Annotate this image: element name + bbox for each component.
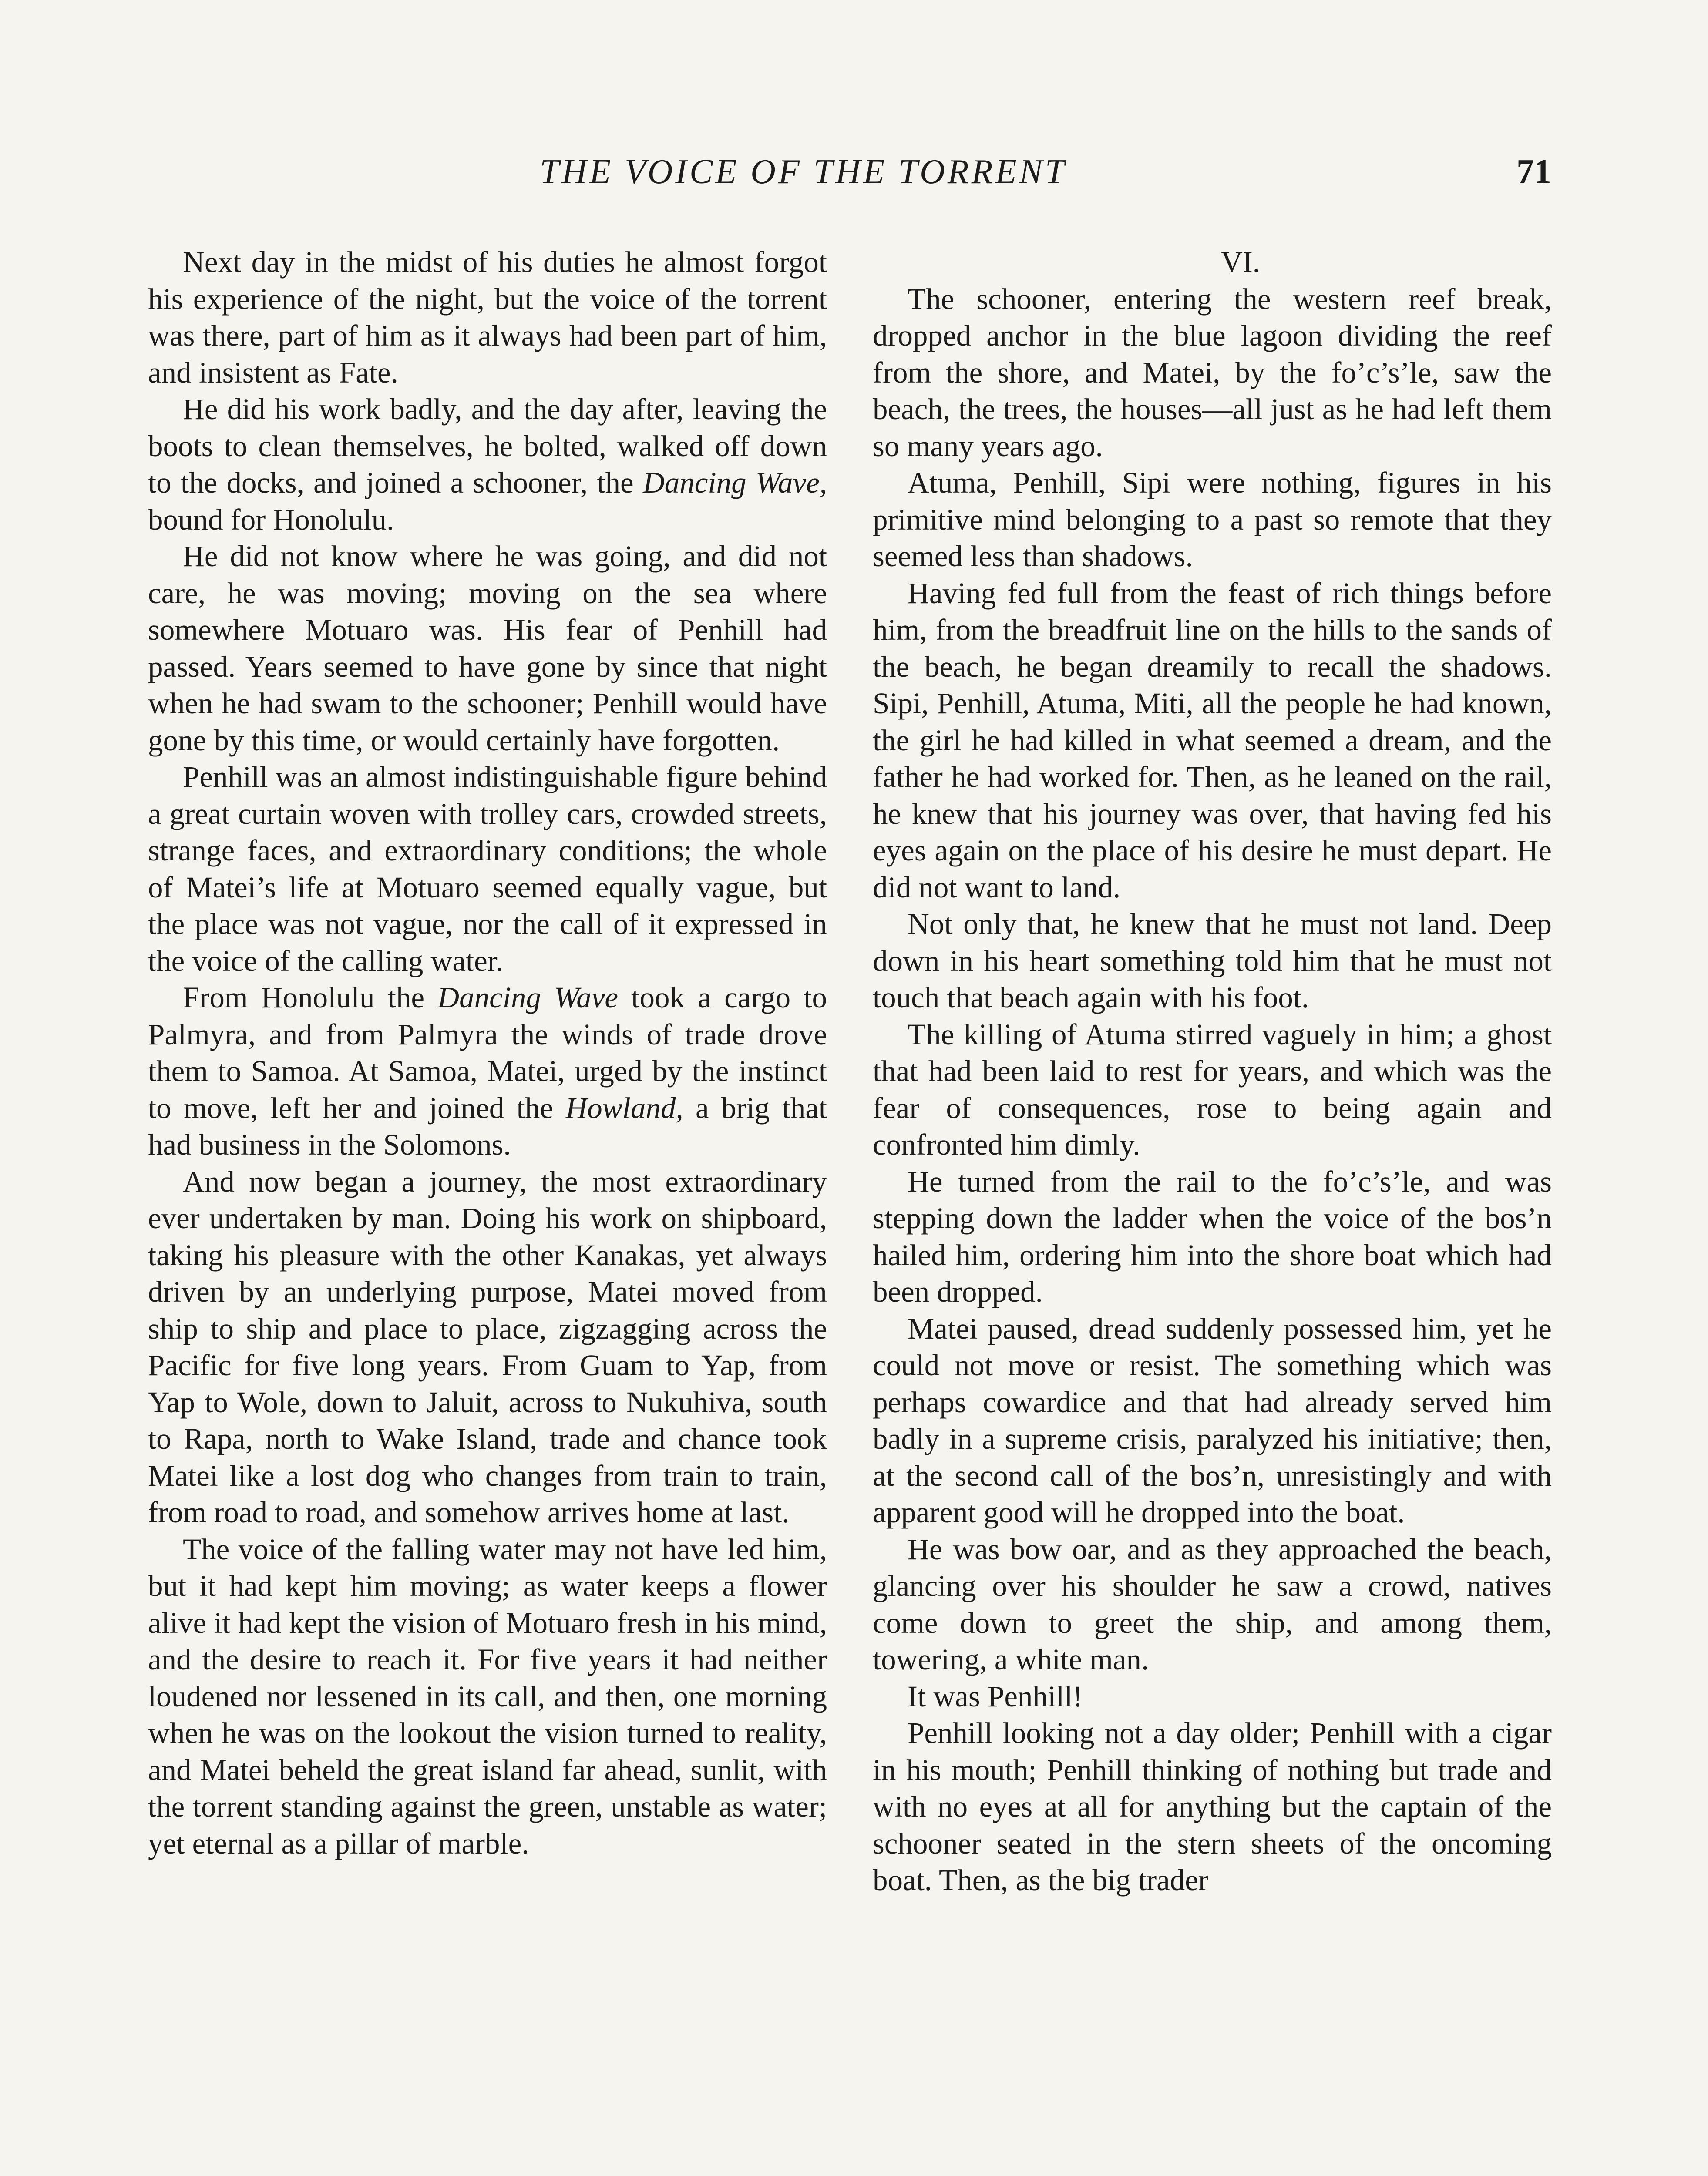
paragraph: Penhill was an almost indistinguishable figure behind a great curtain woven with trolley cars, crowded streets, strange faces, and extraordinary conditions; the whole of Matei’s life at Motuaro seemed equally vague, but the place was not vague, nor the call of it expressed in the voice of the calling water. xyxy=(148,760,827,977)
paragraph: It was Penhill! xyxy=(908,1679,1083,1713)
page-number: 71 xyxy=(1516,153,1551,191)
paragraph: Penhill looking not a day older; Penhill with a cigar in his mouth; Penhill thinking of nothing but trade and with no eyes at all for anything but the captain of the schooner seated in the stern sheets of the oncoming boat. Then, as the big trader xyxy=(873,1716,1552,1897)
left-column xyxy=(148,244,827,1862)
paragraph: The killing of Atuma stirred vaguely in him; a ghost that had been laid to rest for years, and which was the fear of consequences, rose to being again and confronted him dimly. xyxy=(873,1017,1552,1161)
paragraph: Matei paused, dread suddenly possessed him, yet he could not move or resist. The something which was perhaps cowardice and that had already served him badly in a supreme crisis, paralyzed his initiative; then, at the second call of the bos’n, unresistingly and with apparent good will he dropped into the boat. xyxy=(873,1312,1552,1529)
paragraph: And now began a journey, the most extraordinary ever undertaken by man. Doing his work on shipboard, taking his pleasure with the other Kanakas, yet always driven by an underlying purpose, Matei moved from ship to ship and place to place, zigzagging across the Pacific for five long years. From Guam to Yap, from Yap to Wole, down to Jaluit, across to Nukuhiva, south to Rapa, north to Wake Island, trade and chance took Matei like a lost dog who changes from train to train, from road to road, and somehow arrives home at last. xyxy=(148,1165,827,1529)
paragraph: Atuma, Penhill, Sipi were nothing, figures in his primitive mind belonging to a past so remote that they seemed less than shadows. xyxy=(873,466,1552,573)
paragraph: The schooner, entering the western reef break, dropped anchor in the blue lagoon dividing the reef from the shore, and Matei, by the fo’c’s’le, saw the beach, the trees, the houses—all just as he had left them so many years ago. xyxy=(873,282,1552,463)
paragraph: From Honolulu the Dancing Wave took a cargo to Palmyra, and from Palmyra the winds of trade drove them to Samoa. At Samoa, Matei, urged by the instinct to move, left her and joined the Howland, a brig that had business in the Solomons. xyxy=(148,981,827,1161)
right-column xyxy=(873,244,1552,1899)
paragraph: He turned from the rail to the fo’c’s’le, and was stepping down the ladder when the voice of the bos’n hailed him, ordering him into the shore boat which had been dropped. xyxy=(873,1165,1552,1308)
paragraph: Not only that, he knew that he must not land. Deep down in his heart something told him that he must not touch that beach again with his foot. xyxy=(873,907,1552,1014)
paragraph: He did his work badly, and the day after, leaving the boots to clean themselves, he bolted, walked off down to the docks, and joined a schooner, the Dancing Wave, bound for Honolulu. xyxy=(148,393,827,536)
section-heading: VI. xyxy=(1220,245,1261,279)
running-title: THE VOICE OF THE TORRENT xyxy=(540,153,1067,191)
paragraph: Having fed full from the feast of rich things before him, from the breadfruit line on the hills to the sands of the beach, he began dreamily to recall the shadows. Sipi, Penhill, Atuma, Miti, all the people he had known, the girl he had killed in what seemed a dream, and the father he had worked for. Then, as he leaned on the rail, he knew that his journey was over, that having fed his eyes again on the place of his desire he must depart. He did not want to land. xyxy=(873,576,1552,904)
paragraph: He did not know where he was going, and did not care, he was moving; moving on the sea where somewhere Motuaro was. His fear of Penhill had passed. Years seemed to have gone by since that night when he had swam to the schooner; Penhill would have gone by this time, or would certainly have forgotten. xyxy=(148,540,827,757)
paragraph: Next day in the midst of his duties he almost forgot his experience of the night, but the voice of the torrent was there, part of him as it always had been part of him, and insistent as Fate. xyxy=(148,245,827,389)
ship-name: Howland, xyxy=(565,1091,683,1125)
ship-name: Dancing Wave, xyxy=(642,466,827,499)
paragraph: The voice of the falling water may not have led him, but it had kept him moving; as water keeps a flower alive it had kept the vision of Motuaro fresh in his mind, and the desire to reach it. For five years it had neither loudened nor lessened in its call, and then, one morning when he was on the lookout the vision turned to reality, and Matei beheld the great island far ahead, sunlit, with the torrent standing against the green, unstable as water; yet eternal as a pillar of marble. xyxy=(148,1532,827,1860)
ship-name: Dancing Wave xyxy=(437,981,619,1014)
paragraph: He was bow oar, and as they approached the beach, glancing over his shoulder he saw a crowd, natives come down to greet the ship, and among them, towering, a white man. xyxy=(873,1532,1552,1676)
